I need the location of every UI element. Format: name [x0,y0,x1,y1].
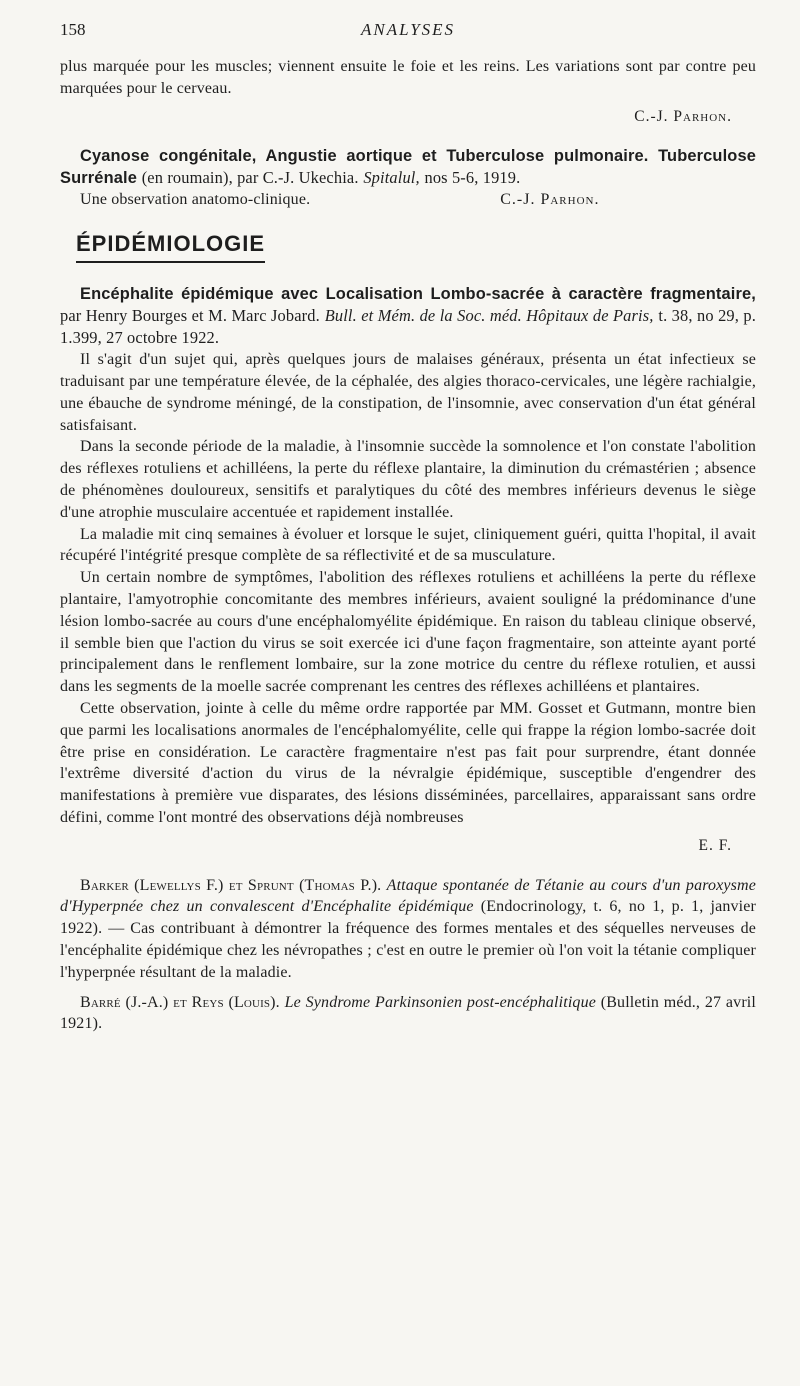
entry-citation: (Endocrinology, t. 6, no 1, p. 1, janvier 1922). [60,898,756,938]
intro-paragraph: plus marquée pour les muscles; viennent ensuite le foie et les reins. Les variations sont par contre peu marquées pour le cerveau. [60,58,756,97]
page-header [60,20,756,56]
article-citation-tail: t. 38, no 29, p. 1.399, 27 octobre 1922. [60,306,756,348]
article-citation: par Henry Bourges et M. Marc Jobard. [60,306,320,326]
article-encephalite [60,283,756,856]
entry-authors: Barré (J.-A.) et Reys (Louis). [80,993,280,1011]
entry-title: Attaque spontanée de Tétanie au cours d'un paroxysme d'Hyperpnée chez un convalescent d'Encéphalite épidémique [60,876,756,916]
article-title [60,283,756,349]
entry-citation: (Bulletin méd., 27 avril 1921). [60,993,756,1033]
body-paragraph: Il s'agit d'un sujet qui, après quelques jours de malaises généraux, présenta un état infectieux se traduisant par une température élevée, de la céphalée, des algies thoraco-cervicales, une légère rachialgie, une ébauche de syndrome méningé, de la constipation, de l'insomnie, avec conservation d'un état général satisfaisant. [60,351,756,434]
page-number: 158 [60,20,86,39]
body-paragraph: Dans la seconde période de la maladie, à l'insomnie succède la somnolence et l'on constate l'abolition des réflexes rotuliens et achilléens, la perte du réflexe plantaire, la diminution du crémastérien ; absence de phénomènes douloureux, sensitifs et paralytiques du côté des membres inférieurs devenus le siège d'une atrophie musculaire accentuée et rapidement installée. [60,438,756,521]
article-citation: (en roumain), par C.-J. Ukechia. [141,168,359,188]
intro-block [60,56,756,127]
entry-summary: — Cas contribuant à démontrer la fréquence des formes mentales et des séquelles nerveuses de l'encéphalite épidémique chez les névropathes ; c'est en outre le premier où l'on voit la tétanie compliquer l'hyperpnée résultant de la maladie. [60,920,756,981]
article-cyanose [60,145,756,211]
entry-title: Le Syndrome Parkinsonien post-encéphalitique [284,993,596,1011]
section-heading: ÉPIDÉMIOLOGIE [76,231,265,263]
body-paragraph: La maladie mit cinq semaines à évoluer et lorsque le sujet, cliniquement guéri, quitta l'hopital, il avait récupéré l'intégrité presque complète de sa réflectivité et de sa musculature. [60,525,756,565]
body-paragraph: Un certain nombre de symptômes, l'abolition des réflexes rotuliens et achilléens la perte du réflexe plantaire, l'amyotrophie concomitante des membres inférieurs, avaient souligné la prédominance d'une lésion lombo-sacrée au cours d'une encéphalomyélite épidémique. En raison du tableau clinique observé, il semble bien que l'action du virus se soit exercée ici d'une façon fragmentaire, son atteinte ayant porté principalement dans le renflement lombaire, sur la zone motrice du centre du réflexe rotulien, et aussi dans les segments de la moelle sacrée comprenant les centres des réflexes achilléens et plantaires. [60,569,756,696]
body-paragraph: Cette observation, jointe à celle du même ordre rapportée par MM. Gosset et Gutmann, montre bien que parmi les localisations anormales de l'encéphalomyélite, celle qui frappe la région lombo-sacrée doit être prise en considération. Le caractère fragmentaire n'est pas fait pour surprendre, étant donnée l'extrême diversité d'action du virus de la névralgie épidémique, susceptible d'engendrer des manifestations à première vue disparates, des lésions disséminées, parcellaires, apparaissant sans ordre défini, comme l'ont montré des observations déjà nombreuses [60,699,756,826]
article-signature: C.-J. Parhon. [500,191,600,209]
article-title [60,145,756,189]
article-citation-tail: nos 5-6, 1919. [424,168,521,188]
bibliography-entry [60,992,756,1036]
article-title-text: Encéphalite épidémique avec Localisation Lombo-sacrée à caractère fragmentaire, [80,285,756,304]
article-barre [60,992,756,1036]
article-summary [60,189,756,211]
summary-text: Une observation anatomo-clinique. [80,191,311,209]
entry-authors: Barker (Lewellys F.) et Sprunt (Thomas P.). [80,876,382,894]
intro-signature: C.-J. Parhon. [634,107,732,125]
article-signature: E. F. [698,836,732,854]
running-head: ANALYSES [360,20,456,39]
journal-name: Bull. et Mém. de la Soc. méd. Hôpitaux de Paris, [324,306,654,326]
journal-name: Spitalul, [363,168,420,188]
bibliography-entry [60,875,756,984]
article-title-text: Cyanose congénitale, Angustie aortique et Tuberculose pulmonaire. Tuberculose Surrénale [60,147,756,188]
article-barker [60,875,756,984]
